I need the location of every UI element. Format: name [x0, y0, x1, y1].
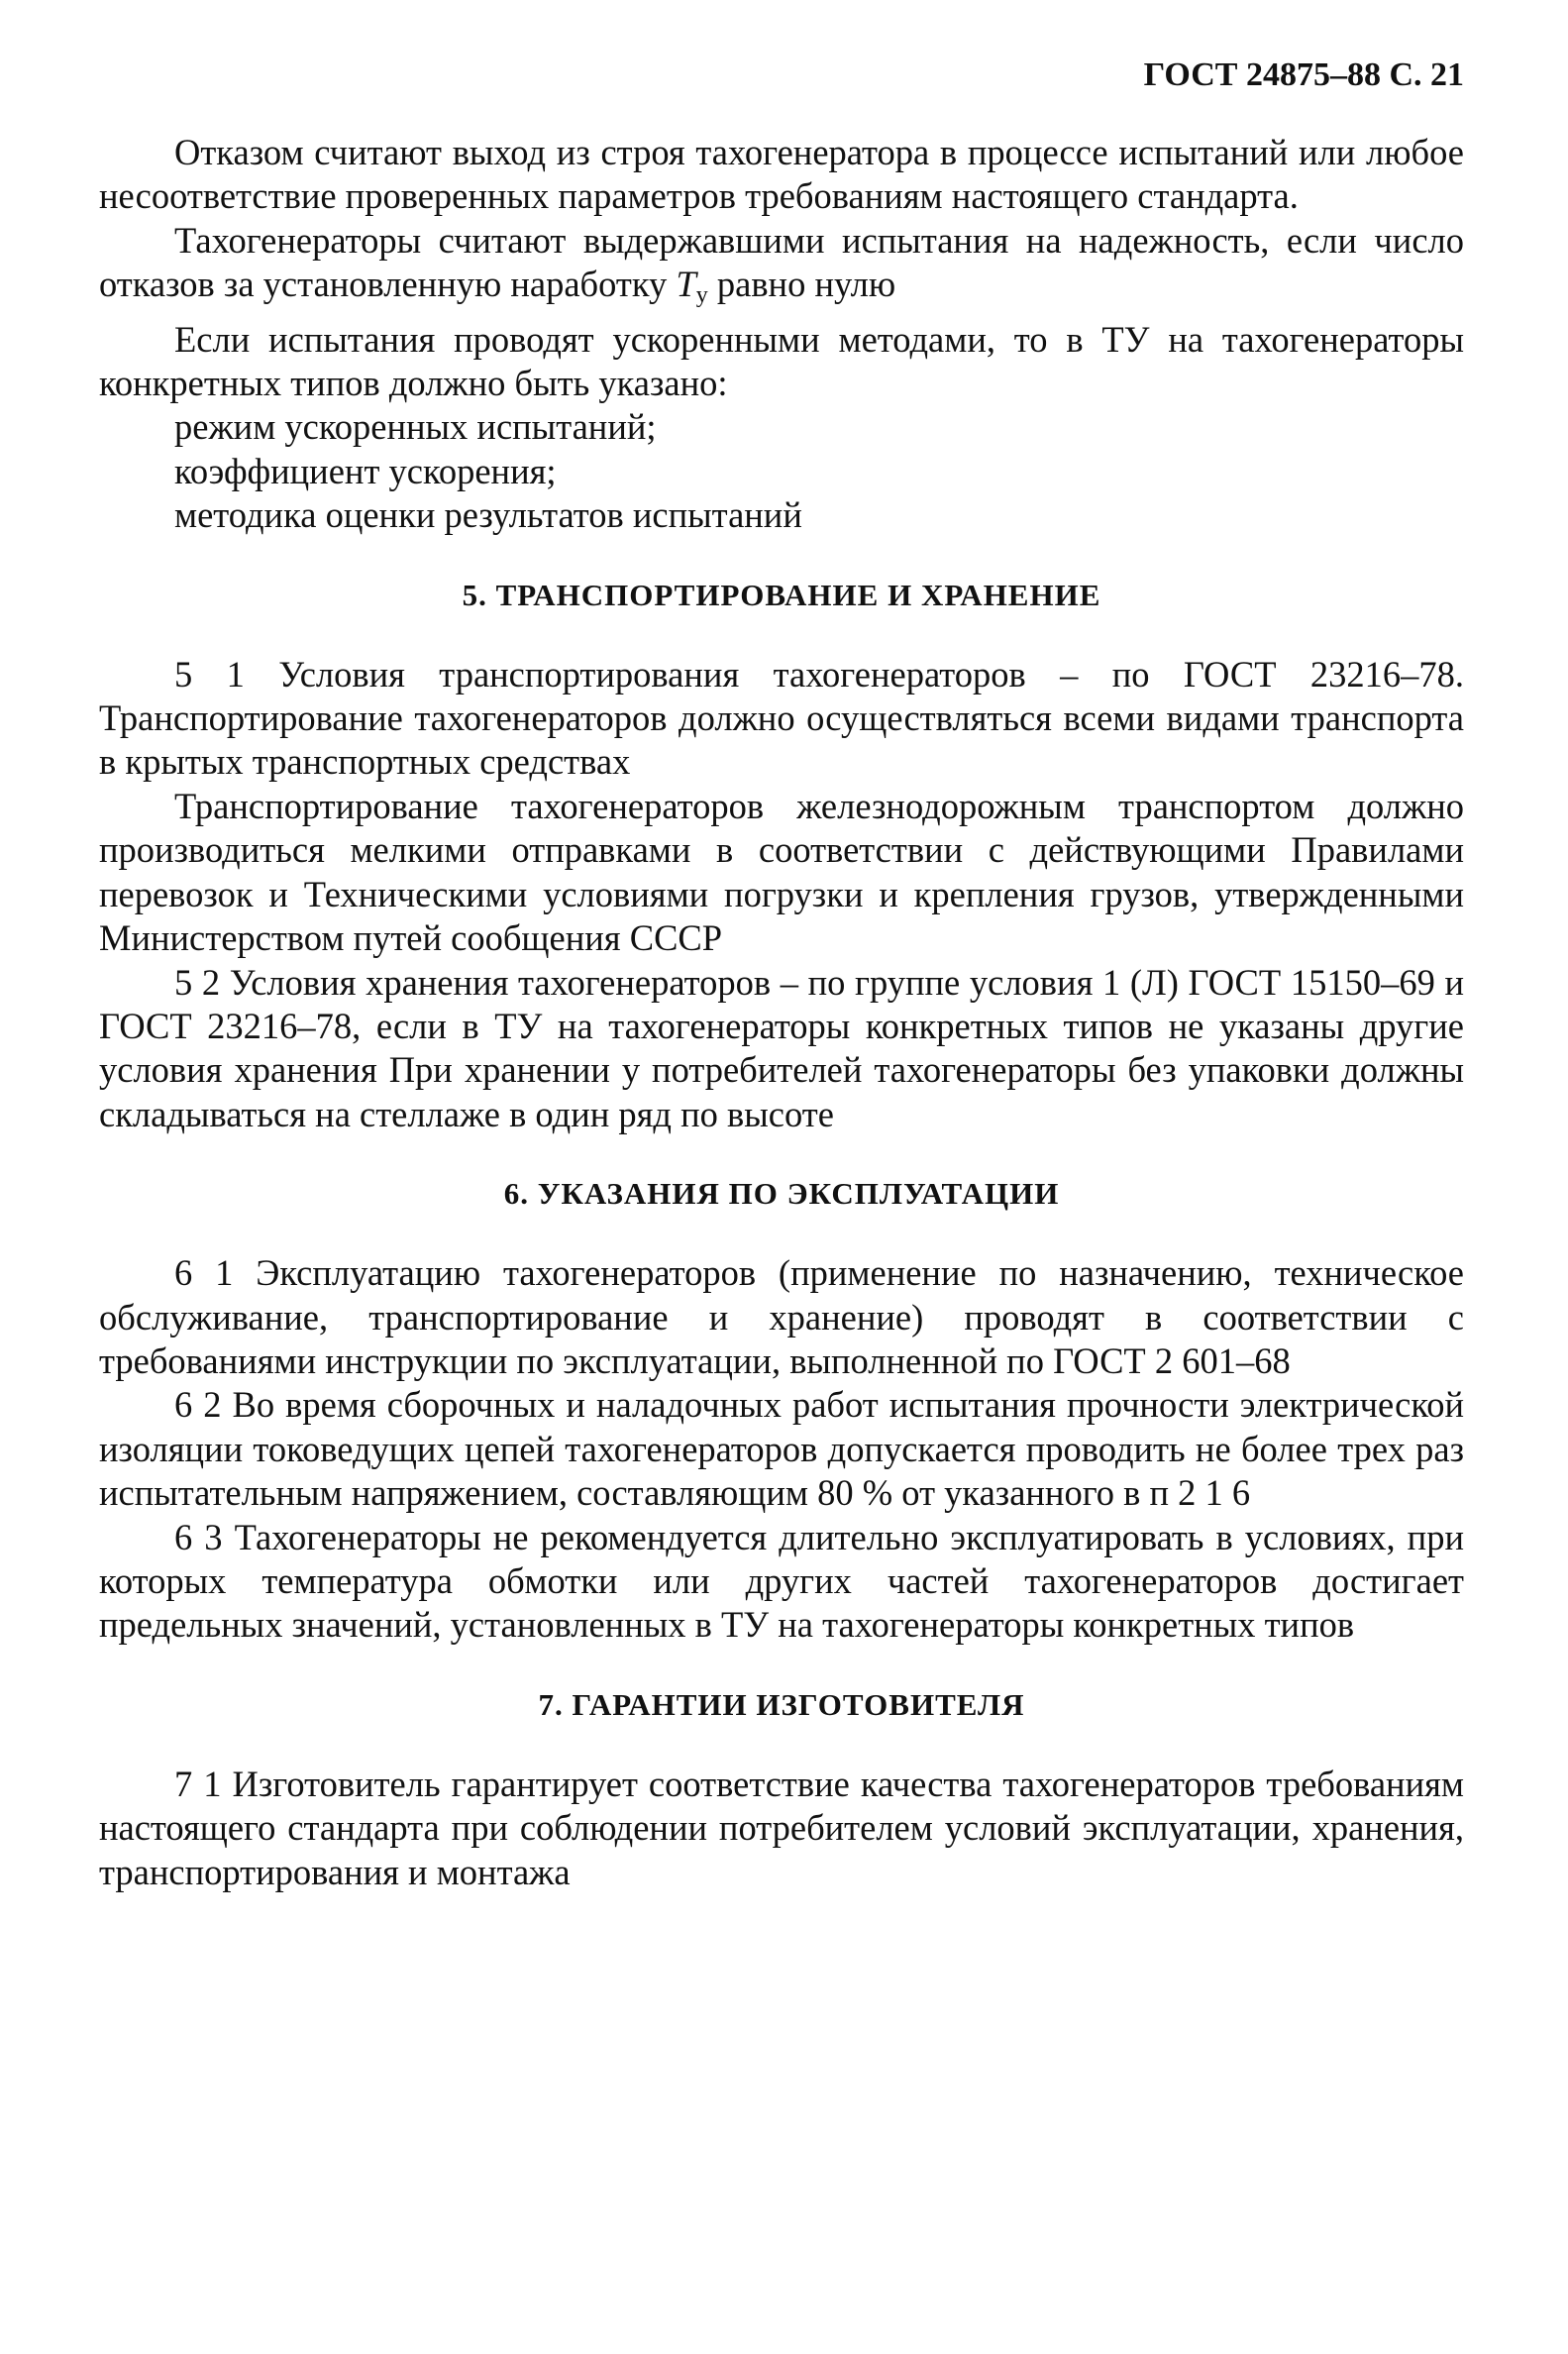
reliability-text-start: Тахогенераторы считают выдержавшими испытания на надежность, если число отказов за установленную наработку — [99, 219, 1464, 305]
paragraph-5-1: 5 1 Условия транспортирования тахогенераторов – по ГОСТ 23216–78. Транспортирование тахогенераторов должно осуществляться всеми видами транспорта в крытых транспортных средствах — [99, 653, 1464, 783]
page-header: ГОСТ 24875–88 С. 21 — [1143, 56, 1464, 93]
paragraph-5-1-rail: Транспортирование тахогенераторов железнодорожным транспортом должно производиться мелкими отправками в соответствии с действующими Правилами перевозок и Техническими условиями погрузки и крепления грузов, утвержденными Министерством путей сообщения СССР — [99, 785, 1464, 959]
paragraph-reliability-criteria — [99, 219, 1464, 318]
section-5-title: 5. ТРАНСПОРТИРОВАНИЕ И ХРАНЕНИЕ — [462, 577, 1101, 612]
operating-time-subscript: у — [695, 282, 708, 309]
section-6-title: 6. УКАЗАНИЯ ПО ЭКСПЛУАТАЦИИ — [503, 1176, 1060, 1212]
list-item: методика оценки результатов испытаний — [174, 494, 802, 536]
list-item: коэффициент ускорения; — [174, 450, 557, 491]
paragraph-6-1: 6 1 Эксплуатацию тахогенераторов (применение по назначению, техническое обслуживание, транспортирование и хранение) проводят в соответствии с требованиями инструкции по эксплуатации, выполненной по ГОСТ 2 601–68 — [99, 1252, 1464, 1381]
paragraph-failure-definition: Отказом считают выход из строя тахогенератора в процессе испытаний или любое несоответствие проверенных параметров требованиям настоящего стандарта. — [99, 132, 1464, 217]
reliability-text-end: равно нулю — [707, 264, 896, 305]
paragraph-accelerated-tests: Если испытания проводят ускоренными методами, то в ТУ на тахогенераторы конкретных типов должно быть указано: — [99, 318, 1464, 404]
paragraph-6-3: 6 3 Тахогенераторы не рекомендуется длительно эксплуатировать в условиях, при которых температура обмотки или других частей тахогенераторов достигает предельных значений, установленных в ТУ на тахогенераторы конкретных типов — [99, 1516, 1464, 1646]
paragraph-5-2: 5 2 Условия хранения тахогенераторов – по группе условия 1 (Л) ГОСТ 15150–69 и ГОСТ 23216–78, если в ТУ на тахогенераторы конкретных типов не указаны другие условия хранения При хранении у потребителей тахогенераторы без упаковки должны складываться на стеллаже в один ряд по высоте — [99, 961, 1464, 1134]
section-7-title: 7. ГАРАНТИИ ИЗГОТОВИТЕЛЯ — [538, 1686, 1025, 1722]
list-item: режим ускоренных испытаний; — [174, 406, 657, 448]
document-page — [99, 55, 1464, 1894]
paragraph-7-1: 7 1 Изготовитель гарантирует соответствие качества тахогенераторов требованиям настоящего стандарта при соблюдении потребителем условий эксплуатации, хранения, транспортирования и монтажа — [99, 1763, 1464, 1892]
paragraph-6-2: 6 2 Во время сборочных и наладочных работ испытания прочности электрической изоляции токоведущих цепей тахогенераторов допускается проводить не более трех раз испытательным напряжением, составляющим 80 % от указанного в п 2 1 6 — [99, 1384, 1464, 1514]
operating-time-symbol: T — [676, 264, 696, 305]
